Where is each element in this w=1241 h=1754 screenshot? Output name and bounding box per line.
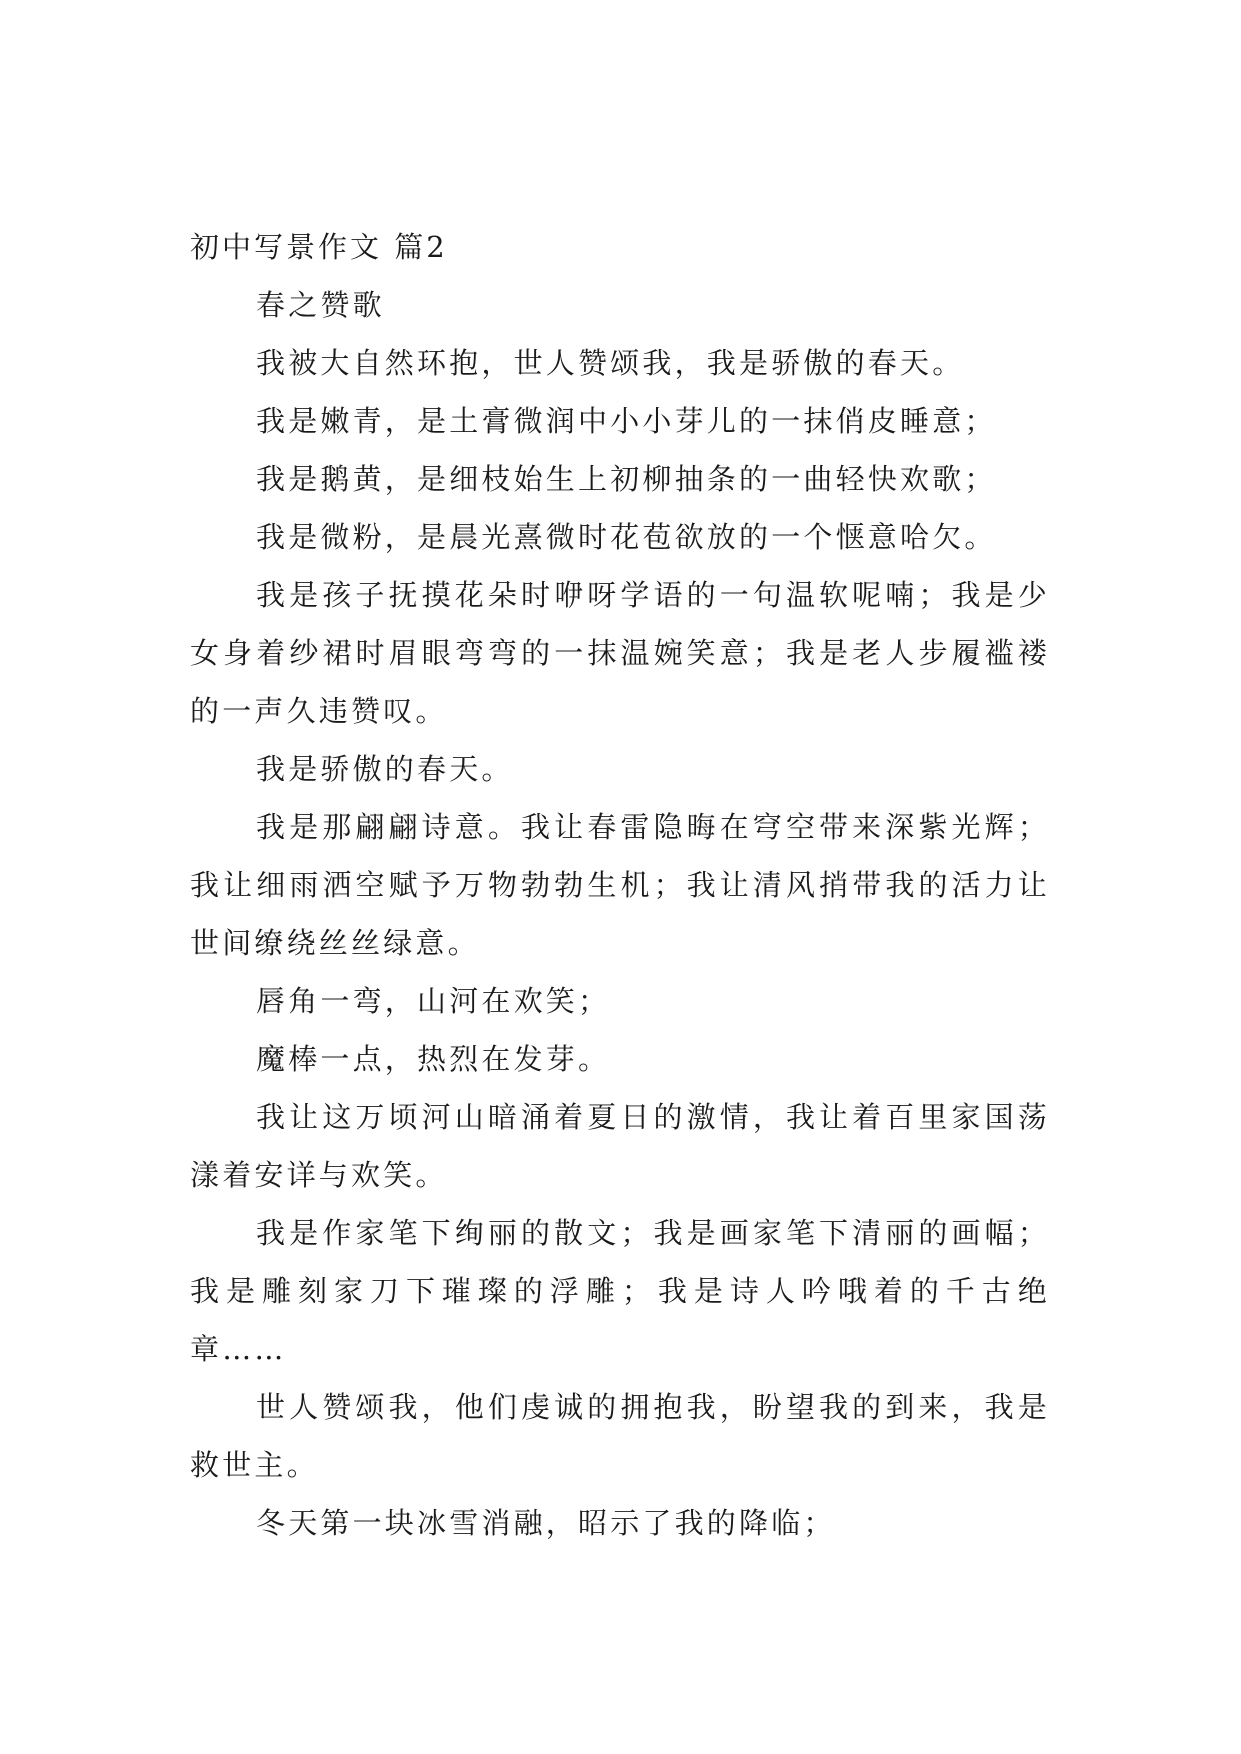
document-heading: 初中写景作文 篇2 [190,230,448,264]
paragraph: 我被大自然环抱，世人赞颂我，我是骄傲的春天。 [256,346,965,380]
paragraph: 我让这万顷河山暗涌着夏日的激情，我让着百里家国荡漾着安详与欢笑。 [190,1100,1050,1192]
paragraph: 冬天第一块冰雪消融，昭示了我的降临； [256,1506,836,1540]
paragraph: 我是作家笔下绚丽的散文；我是画家笔下清丽的画幅；我是雕刻家刀下璀璨的浮雕；我是诗人吟哦着的千古绝章…… [190,1216,1050,1366]
paragraph: 我是骄傲的春天。 [256,752,514,786]
paragraph: 唇角一弯，山河在欢笑； [256,984,611,1018]
paragraph: 世人赞颂我，他们虔诚的拥抱我，盼望我的到来，我是救世主。 [190,1390,1050,1482]
document-body [190,218,1050,1552]
essay-title: 春之赞歌 [256,288,385,322]
paragraph: 我是那翩翩诗意。我让春雷隐晦在穹空带来深紫光辉；我让细雨洒空赋予万物勃勃生机；我让清风捎带我的活力让世间缭绕丝丝绿意。 [190,810,1050,960]
paragraph: 魔棒一点，热烈在发芽。 [256,1042,611,1076]
paragraph: 我是鹅黄，是细枝始生上初柳抽条的一曲轻快欢歌； [256,462,997,496]
paragraph: 我是孩子抚摸花朵时咿呀学语的一句温软呢喃；我是少女身着纱裙时眉眼弯弯的一抹温婉笑意；我是老人步履褴褛的一声久违赞叹。 [190,578,1050,728]
paragraph: 我是微粉，是晨光熹微时花苞欲放的一个惬意哈欠。 [256,520,997,554]
paragraph: 我是嫩青，是土膏微润中小小芽儿的一抹俏皮睡意； [256,404,997,438]
